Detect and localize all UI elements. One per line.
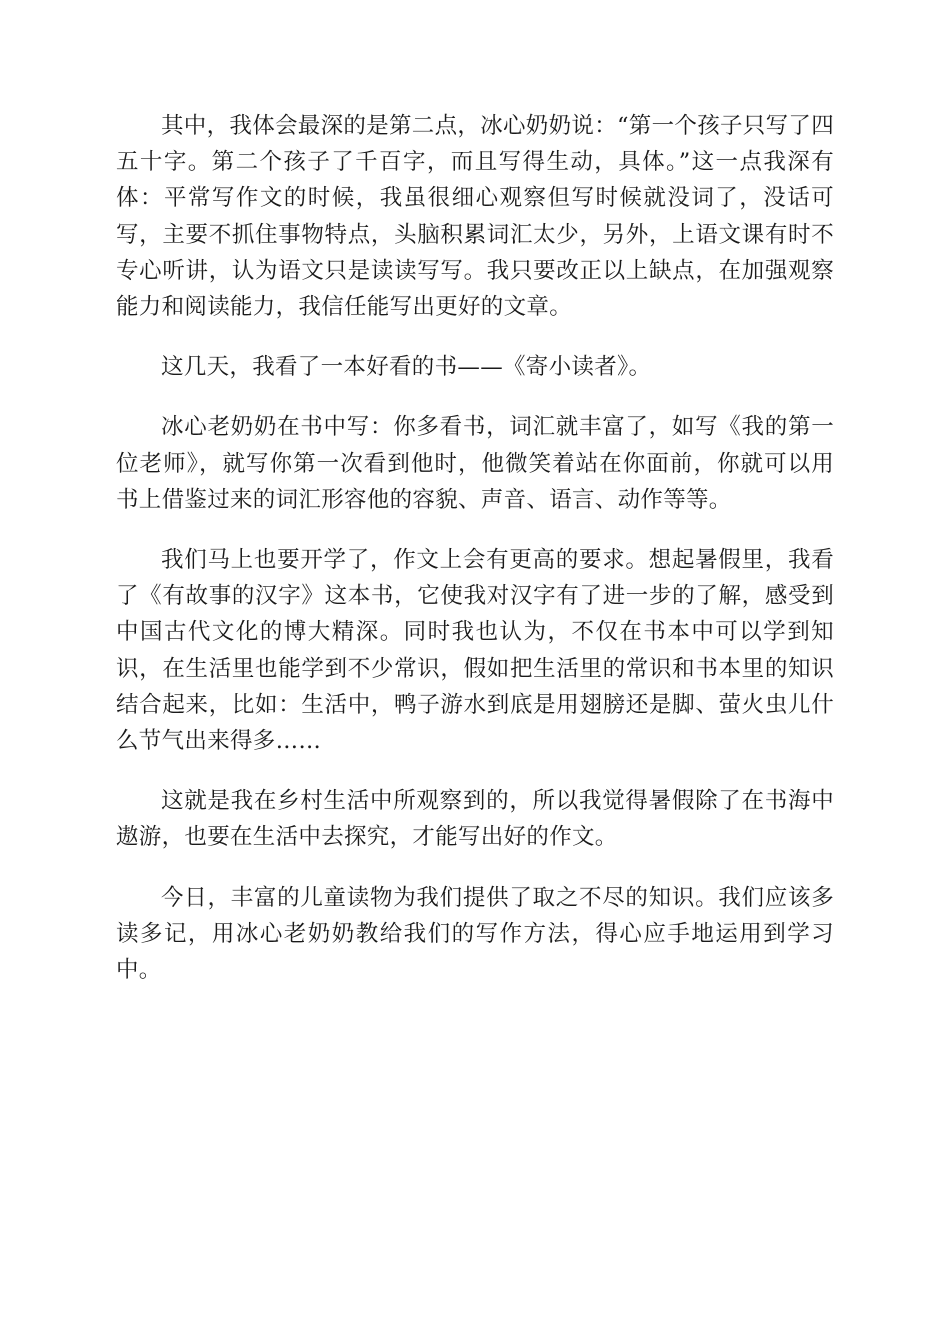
paragraph-5: 这就是我在乡村生活中所观察到的，所以我觉得暑假除了在书海中遨游，也要在生活中去探究，才能写出好的作文。: [116, 788, 834, 851]
paragraph-2: 这几天，我看了一本好看的书——《寄小读者》。: [161, 354, 652, 381]
document-body: [116, 108, 834, 1012]
paragraph-3: 冰心老奶奶在书中写：你多看书，词汇就丰富了，如写《我的第一位老师》，就写你第一次看到他时，他微笑着站在你面前，你就可以用书上借鉴过来的词汇形容他的容貌、声音、语言、动作等等。: [116, 414, 834, 513]
paragraph-1: 其中，我体会最深的是第二点，冰心奶奶说：“第一个孩子只写了四五十字。第二个孩子了千百字，而且写得生动，具体。”这一点我深有体：平常写作文的时候，我虽很细心观察但写时候就没词了，没话可写，主要不抓住事物特点，头脑积累词汇太少，另外，上语文课有时不专心听讲，认为语文只是读读写写。我只要改正以上缺点，在加强观察能力和阅读能力，我信任能写出更好的文章。: [116, 113, 835, 321]
paragraph-6: 今日，丰富的儿童读物为我们提供了取之不尽的知识。我们应该多读多记，用冰心老奶奶教给我们的写作方法，得心应手地运用到学习中。: [116, 884, 834, 984]
paragraph-4: 我们马上也要开学了，作文上会有更高的要求。想起暑假里，我看了《有故事的汉字》这本书，它使我对汉字有了进一步的了解，感受到中国古代文化的博大精深。同时我也认为，不仅在书本中可以学到知识，在生活里也能学到不少常识，假如把生活里的常识和书本里的知识结合起来，比如：生活中，鸭子游水到底是用翅膀还是脚、萤火虫儿什么节气出来得多……: [116, 547, 834, 755]
